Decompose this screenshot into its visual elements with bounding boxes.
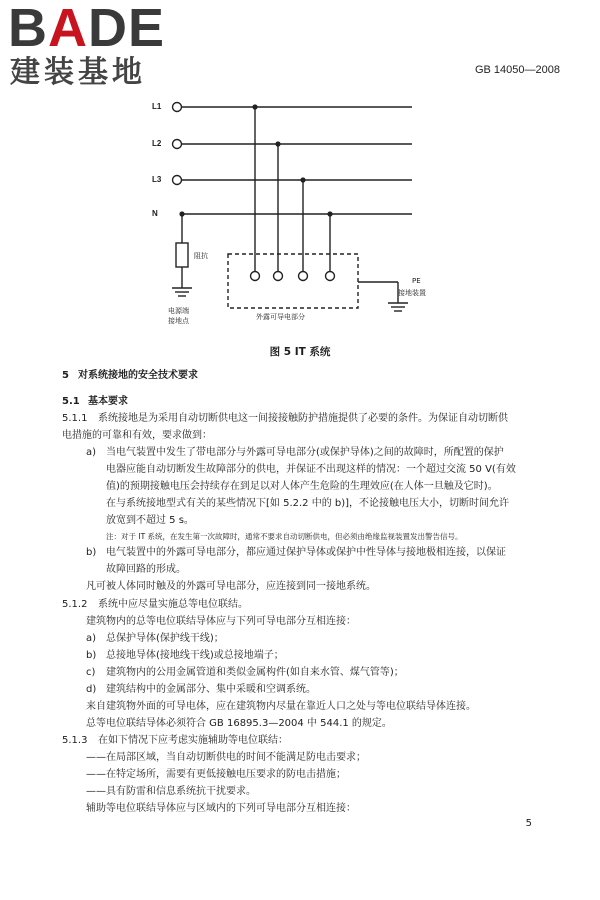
list-item: 建筑结构中的金属部分、集中采暖和空调系统。	[106, 684, 316, 695]
load-terminal-3	[299, 272, 308, 281]
exposed-parts-label: 外露可导电部分	[256, 313, 305, 321]
note: 注：对于 IT 系统，在发生第一次故障时，通常不要求自动切断供电，但必须由绝缘监视装置发出警告信号。	[106, 532, 463, 541]
section-5-1-title: 基本要求	[88, 396, 128, 407]
it-system-diagram	[0, 0, 600, 345]
standard-number: GB 14050—2008	[474, 64, 560, 76]
clause-5-1-1-tail: 凡可被人体同时触及的外露可导电部分，应连接到同一接地系统。	[86, 581, 376, 592]
pe-label: PE	[412, 277, 421, 285]
clause-5-1-2-number: 5.1.2	[62, 599, 88, 610]
list-item: 总保护导体(保护线干线)；	[106, 633, 224, 644]
clause-5-1-3-after: 辅助等电位联结导体应与区域内的下列可导电部分互相连接：	[86, 803, 356, 814]
exposed-parts-enclosure	[228, 254, 358, 308]
impedance-resistor	[176, 243, 188, 267]
load-terminal-4	[326, 272, 335, 281]
list-item: 建筑物内的公用金属管道和类似金属构件(如自来水管、煤气管等)；	[106, 667, 404, 678]
clause-5-1-2-title: 系统中应尽量实施总等电位联结。	[98, 599, 248, 610]
clause-5-1-2-after-2: 总等电位联结导体必须符合 GB 16895.3—2004 中 544.1 的规定。	[86, 718, 392, 729]
clause-5-1-3-title: 在如下情况下应考虑实施辅助等电位联结：	[98, 735, 288, 746]
item-a-line-3: 值)的预期接触电压会持续存在到足以对人体产生危险的生理效应(在人体一旦触及它时)。	[106, 481, 498, 492]
dash-item: ——具有防雷和信息系统抗干扰要求。	[86, 786, 256, 797]
label-l1: L1	[152, 102, 162, 111]
dash-item: ——在局部区域，当自动切断供电的时间不能满足防电击要求；	[86, 752, 366, 763]
clause-5-1-2-intro: 建筑物内的总等电位联结导体应与下列可导电部分互相连接：	[86, 616, 356, 627]
list-item: 总接地导体(接地线干线)或总接地端子；	[106, 650, 284, 661]
dash-item: ——在特定场所，需要有更低接触电压要求的防电击措施；	[86, 769, 346, 780]
list-item-mark: b)	[86, 650, 97, 661]
clause-5-1-1-line-1: 系统接地是为采用自动切断供电这一间接接触防护措施提供了必要的条件。为保证自动切断供	[98, 413, 508, 424]
clause-5-1-1-number: 5.1.1	[62, 413, 88, 424]
section-5-number: 5	[62, 370, 69, 381]
item-b-line-1: 电气装置中的外露可导电部分，都应通过保护导体或保护中性导体与接地极相连接，以保证	[106, 547, 506, 558]
item-b-mark: b)	[86, 547, 97, 558]
terminal-l1	[173, 103, 182, 112]
terminal-l3	[173, 176, 182, 185]
section-5-title: 对系统接地的安全技术要求	[78, 370, 198, 381]
load-terminal-1	[251, 272, 260, 281]
list-item-mark: c)	[86, 667, 96, 678]
brand-subtitle: 建装基地	[10, 55, 146, 90]
source-earth-label-2: 接地点	[168, 317, 189, 325]
page-number: 5	[525, 818, 532, 829]
brand-logo: BADE	[8, 0, 166, 58]
clause-5-1-2-after-1: 来自建筑物外面的可导电体，应在建筑物内尽量在靠近人口之处与等电位联结导体连接。	[86, 701, 476, 712]
label-l3: L3	[152, 175, 162, 184]
section-5-1-number: 5.1	[62, 396, 80, 407]
clause-5-1-3-number: 5.1.3	[62, 735, 88, 746]
terminal-l2	[173, 140, 182, 149]
label-n: N	[152, 209, 158, 218]
item-a-line-4: 在与系统接地型式有关的某些情况下[如 5.2.2 中的 b)]，不论接触电压大小，切断时间允许	[106, 498, 510, 509]
list-item-mark: a)	[86, 633, 97, 644]
item-b-line-2: 故障回路的形成。	[106, 564, 186, 575]
item-a-line-2: 电器应能自动切断发生故障部分的供电，并保证不出现这样的情况：一个超过交流 50 V(有效	[106, 464, 516, 475]
list-item-mark: d)	[86, 684, 97, 695]
figure-caption: 图 5 IT 系统	[269, 346, 331, 358]
earthing-device-label: 接地装置	[398, 289, 426, 297]
load-terminal-2	[274, 272, 283, 281]
item-a-mark: a)	[86, 447, 97, 458]
item-a-line-1: 当电气装置中发生了带电部分与外露可导电部分(或保护导体)之间的故障时，所配置的保护	[106, 447, 504, 458]
clause-5-1-1-line-2: 电措施的可靠和有效，要求做到：	[62, 430, 212, 441]
source-earth-label-1: 电源端	[168, 307, 189, 315]
item-a-line-5: 放宽到不超过 5 s。	[106, 515, 194, 526]
impedance-label: 阻抗	[194, 252, 208, 260]
label-l2: L2	[152, 139, 162, 148]
